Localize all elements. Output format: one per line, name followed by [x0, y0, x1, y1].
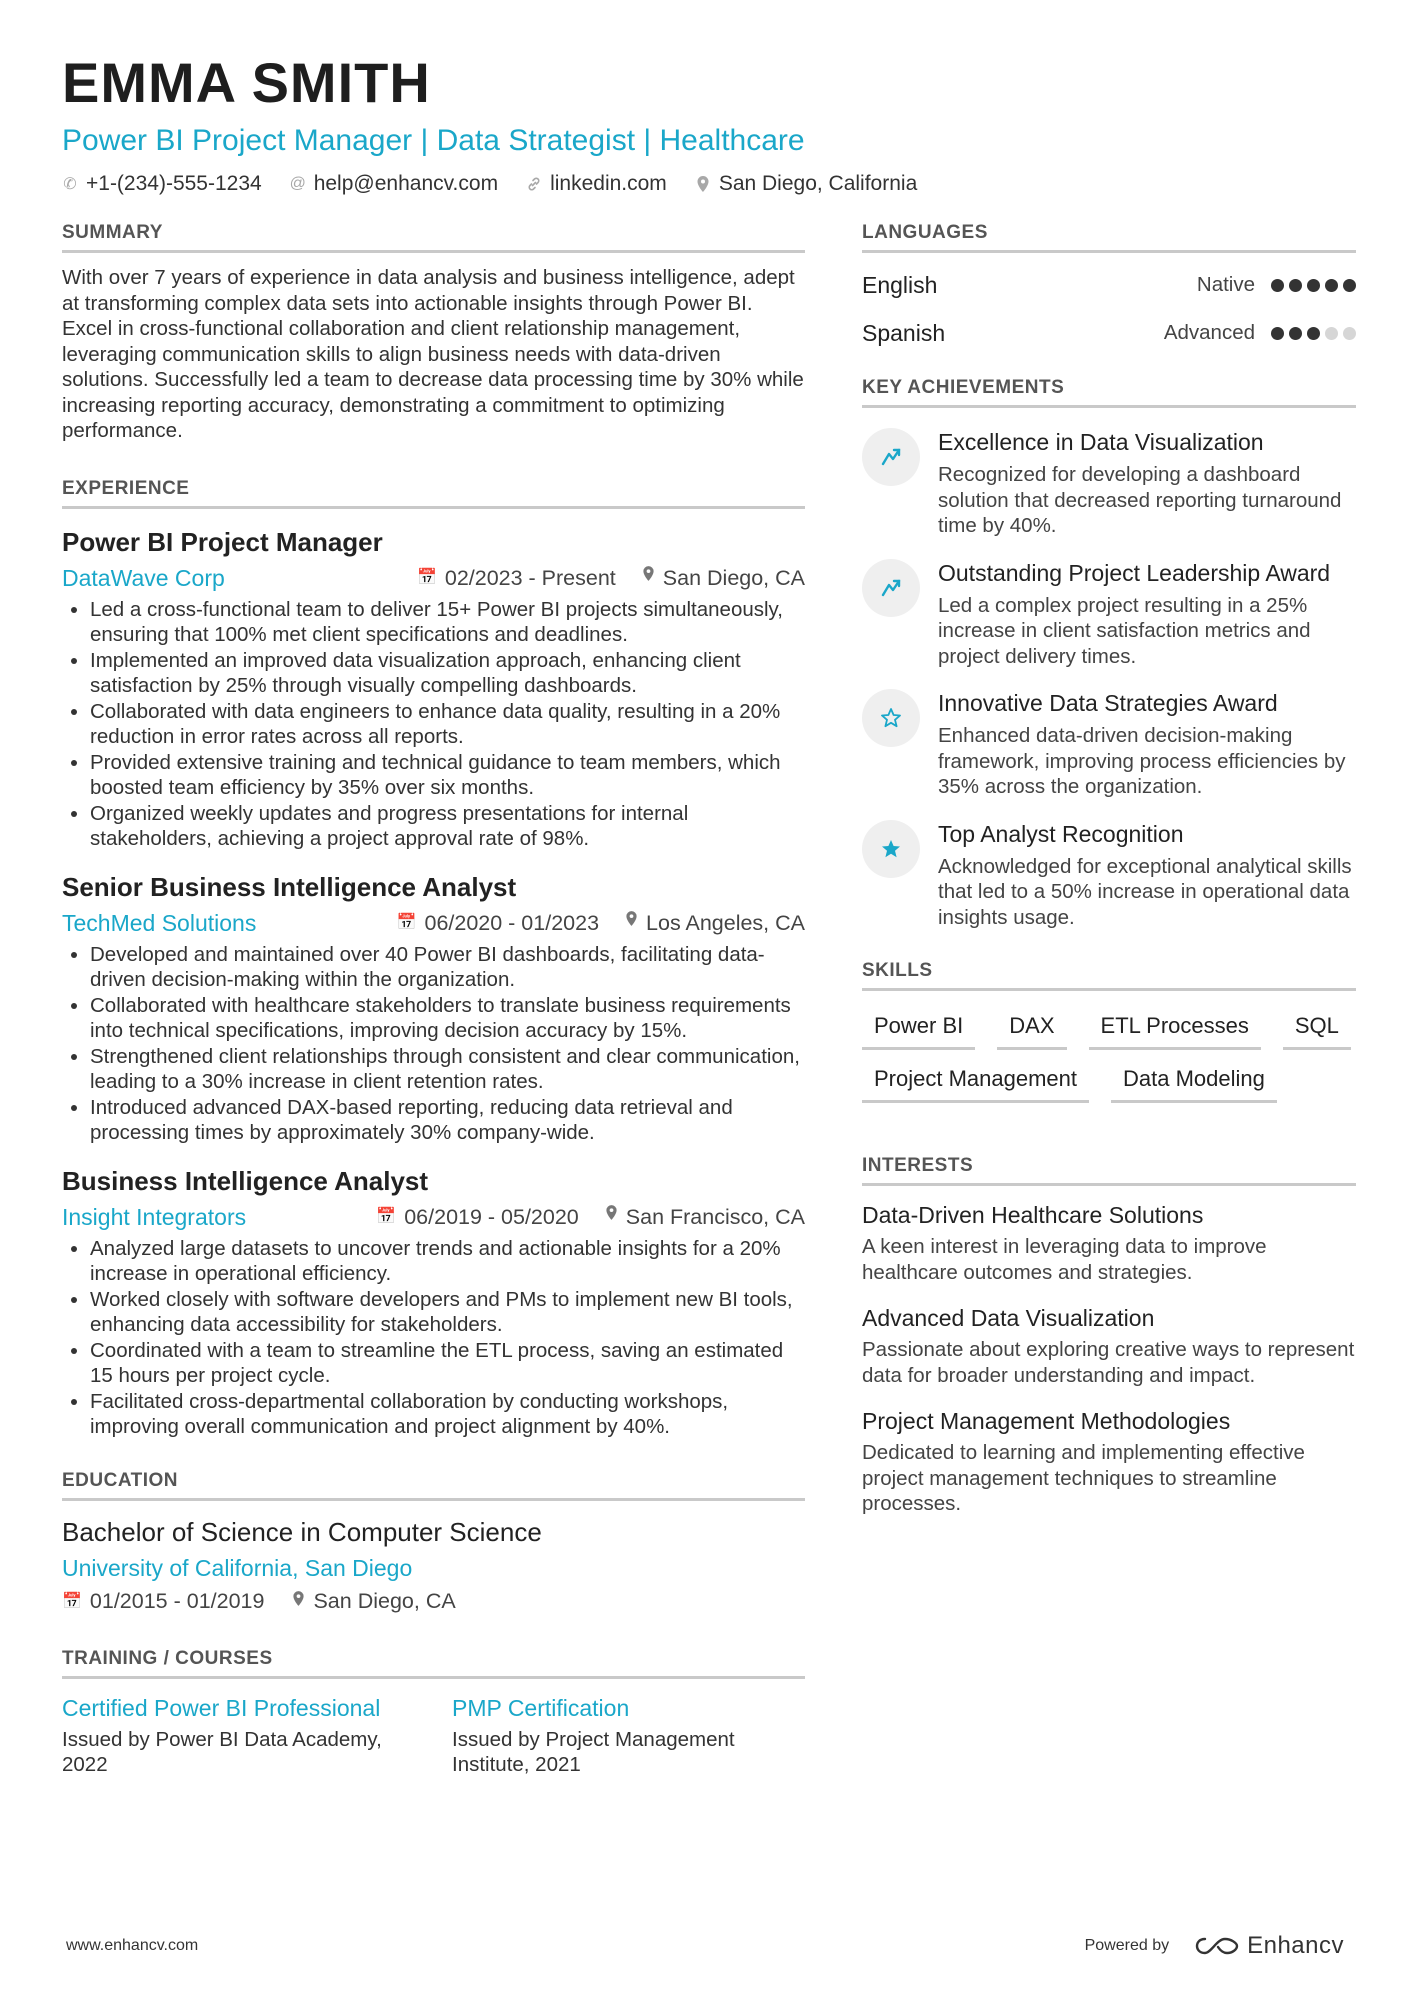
education-degree: Bachelor of Science in Computer Science: [62, 1516, 542, 1547]
job-bullet: • Worked closely with software developers and PMs to implement new BI tools, enhancing data accessibility for stakeholders.: [90, 1287, 805, 1338]
job-bullet: • Developed and maintained over 40 Power BI dashboards, facilitating data-driven decision-making within the organization.: [90, 942, 805, 993]
enhancv-logo[interactable]: [1195, 1932, 1344, 1960]
job-bullet: • Provided extensive training and technical guidance to team members, which boosted team efficiency by 35% over six months.: [90, 750, 805, 801]
languages-section: [862, 222, 1356, 351]
course-name: PMP Certification: [452, 1694, 630, 1721]
interest-desc: Passionate about exploring creative ways to represent data for broader understanding and impact.: [862, 1338, 1355, 1387]
resume-header: [62, 48, 1362, 196]
achievements-section: [862, 377, 1356, 930]
job-bullet: • Led a cross-functional team to deliver 15+ Power BI projects simultaneously, ensuring that 100% met client specifications and deadlines.: [90, 597, 805, 648]
language-name: Spanish: [862, 319, 946, 346]
rating-dot-filled: [1271, 279, 1284, 292]
education-meta: [62, 1589, 805, 1614]
skill-tag: SQL: [1283, 1005, 1351, 1050]
job-bullet: • Introduced advanced DAX-based reporting, reducing data retrieval and processing times by approximately 30% company-wide.: [90, 1095, 805, 1146]
contact-phone[interactable]: [62, 172, 262, 196]
interests-heading: INTERESTS: [862, 1155, 1356, 1186]
trend-arrow-icon: [862, 559, 920, 617]
job-company: DataWave Corp: [62, 564, 225, 591]
job-bullet: • Collaborated with healthcare stakeholders to translate business requirements into technical specifications, improving decision accuracy by 15%.: [90, 993, 805, 1044]
star-outline-icon: [862, 689, 920, 747]
star-filled-icon: [862, 820, 920, 878]
achievement-title: Outstanding Project Leadership Award: [938, 559, 1331, 586]
job-bullet: • Organized weekly updates and progress presentations for internal stakeholders, achieving a project approval rate of 98%.: [90, 801, 805, 852]
rating-dot-empty: [1325, 327, 1338, 340]
achievement-desc: Enhanced data-driven decision-making framework, improving process efficiencies by 35% across the organization.: [938, 724, 1346, 798]
job-title: Power BI Project Manager: [62, 526, 383, 557]
footer-url[interactable]: www.enhancv.com: [66, 1937, 199, 1954]
rating-dot-empty: [1343, 327, 1356, 340]
achievement-title: Excellence in Data Visualization: [938, 429, 1264, 455]
course-list: [62, 1693, 805, 1778]
brand-name: Enhancv: [1247, 1932, 1344, 1959]
job-dates-text: 02/2023 - Present: [444, 565, 616, 590]
job-bullet: • Strengthened client relationships through consistent and clear communication, leading to a 30% increase in client retention rates.: [90, 1044, 805, 1095]
achievement-desc: Led a complex project resulting in a 25% increase in client satisfaction metrics and project delivery times.: [938, 593, 1311, 668]
achievement-title: Top Analyst Recognition: [938, 820, 1184, 847]
contact-location: [695, 172, 917, 196]
language-level: Native: [1196, 273, 1255, 296]
language-rating: [1271, 327, 1356, 340]
contact-phone-text: +1-(234)-555-1234: [86, 172, 262, 195]
location-icon: [625, 908, 638, 938]
education-heading: EDUCATION: [62, 1470, 805, 1501]
training-section: [62, 1648, 805, 1778]
contact-bar: [62, 172, 1362, 196]
contact-email[interactable]: [290, 172, 498, 196]
language-level: Advanced: [1163, 321, 1255, 344]
course-name: Certified Power BI Professional: [62, 1694, 381, 1721]
location-icon: [605, 1202, 618, 1232]
skill-tag: Data Modeling: [1111, 1058, 1277, 1103]
language-name: English: [862, 271, 938, 298]
course-desc: Issued by Project Management Institute, 2021: [452, 1727, 735, 1776]
achievement-body: [938, 559, 1356, 670]
location-icon: [695, 175, 711, 193]
job-location: [625, 908, 805, 938]
interest-title: Advanced Data Visualization: [862, 1305, 1155, 1331]
trend-arrow-icon: [862, 428, 920, 486]
achievement-title: Innovative Data Strategies Award: [938, 690, 1278, 716]
link-icon: [526, 176, 542, 192]
job-title: Senior Business Intelligence Analyst: [62, 871, 517, 902]
job-dates-text: 06/2020 - 01/2023: [424, 910, 600, 935]
skills-section: [862, 960, 1356, 1103]
calendar-icon: 📅: [62, 1593, 82, 1610]
skill-list: [862, 1005, 1356, 1103]
contact-linkedin-text: linkedin.com: [550, 172, 667, 195]
course-item: [62, 1693, 412, 1778]
achievement-item: [862, 428, 1356, 539]
contact-email-text: help@enhancv.com: [313, 172, 499, 195]
job-dates: [376, 1202, 578, 1232]
job-location-text: San Francisco, CA: [625, 1204, 805, 1229]
education-section: [62, 1470, 805, 1614]
achievement-item: [862, 820, 1356, 931]
rating-dot-filled: [1307, 279, 1320, 292]
job-meta: [62, 563, 805, 593]
achievement-body: [938, 428, 1356, 539]
candidate-title: Power BI Project Manager | Data Strategist | Healthcare: [62, 124, 805, 157]
achievements-heading: KEY ACHIEVEMENTS: [862, 377, 1356, 408]
job-dates: [397, 908, 599, 938]
job-bullets: [62, 597, 805, 852]
calendar-icon: 📅: [376, 1207, 397, 1225]
job-bullet: • Coordinated with a team to streamline the ETL process, saving an estimated 15 hours per project cycle.: [90, 1338, 805, 1389]
job-title: Business Intelligence Analyst: [62, 1165, 429, 1196]
contact-linkedin[interactable]: [526, 172, 667, 196]
achievement-desc: Acknowledged for exceptional analytical skills that led to a 50% increase in operational data insights usage.: [938, 854, 1352, 929]
rating-dot-filled: [1289, 279, 1302, 292]
page-footer: [66, 1932, 1344, 1960]
right-column: [862, 222, 1356, 1551]
calendar-icon: 📅: [416, 568, 437, 586]
summary-text: With over 7 years of experience in data analysis and business intelligence, adept at transforming complex data sets into actionable insights through Power BI. Excel in cross-functional collaboration and client relationship management, leveraging communication skills to align business needs with data-driven solutions. Successfully led a team to decrease data processing time by 30% while increasing reporting accuracy, demonstrating a commitment to optimizing performance.: [62, 266, 804, 442]
job-bullet: • Facilitated cross-departmental collaboration by conducting workshops, improving overall communication and project alignment by 40%.: [90, 1389, 805, 1440]
job-location-text: Los Angeles, CA: [646, 910, 805, 935]
job-meta: [62, 908, 805, 938]
education-location: [292, 1589, 455, 1614]
achievement-body: [938, 689, 1356, 800]
job-entry: [62, 1164, 805, 1440]
job-entry: [62, 525, 805, 852]
job-meta: [62, 1202, 805, 1232]
achievement-desc: Recognized for developing a dashboard solution that decreased reporting turnaround time by 40%.: [938, 463, 1342, 537]
interest-item: [862, 1406, 1356, 1517]
skill-tag: DAX: [997, 1005, 1066, 1050]
job-bullets: [62, 942, 805, 1146]
candidate-name: EMMA SMITH: [62, 51, 431, 114]
education-location-text: San Diego, CA: [313, 1588, 456, 1613]
job-location: [605, 1202, 805, 1232]
interest-item: [862, 1200, 1356, 1285]
summary-section: [62, 222, 805, 444]
achievement-item: [862, 559, 1356, 670]
course-desc: Issued by Power BI Data Academy, 2022: [62, 1727, 382, 1776]
rating-dot-filled: [1271, 327, 1284, 340]
summary-heading: SUMMARY: [62, 222, 805, 253]
education-dates: [62, 1589, 264, 1614]
job-location: [642, 563, 805, 593]
education-school: University of California, San Diego: [62, 1554, 413, 1581]
rating-dot-filled: [1325, 279, 1338, 292]
rating-dot-filled: [1343, 279, 1356, 292]
location-icon: [642, 563, 655, 593]
language-rating: [1271, 279, 1356, 292]
experience-heading: EXPERIENCE: [62, 478, 805, 509]
job-location-text: San Diego, CA: [662, 565, 805, 590]
powered-by-label: Powered by: [1084, 1937, 1170, 1954]
job-bullet: • Implemented an improved data visualization approach, enhancing client satisfaction by 25% through visually compelling dashboards.: [90, 648, 805, 699]
interest-desc: A keen interest in leveraging data to improve healthcare outcomes and strategies.: [862, 1235, 1267, 1284]
at-icon: @: [289, 175, 306, 192]
experience-section: [62, 478, 805, 1440]
job-dates-text: 06/2019 - 05/2020: [404, 1204, 579, 1229]
enhancv-logo-icon: [1195, 1935, 1239, 1957]
job-bullet: • Analyzed large datasets to uncover trends and actionable insights for a 20% increase in operational efficiency.: [90, 1236, 805, 1287]
job-bullet: • Collaborated with data engineers to enhance data quality, resulting in a 20% reduction in error rates across all reports.: [90, 699, 805, 750]
left-column: [62, 222, 805, 1812]
job-company: TechMed Solutions: [62, 909, 257, 936]
rating-dot-filled: [1289, 327, 1302, 340]
languages-heading: LANGUAGES: [862, 222, 1356, 253]
job-bullets: [62, 1236, 805, 1440]
training-heading: TRAINING / COURSES: [62, 1648, 805, 1679]
interests-section: [862, 1155, 1356, 1517]
language-row: [862, 267, 1356, 303]
education-dates-text: 01/2015 - 01/2019: [89, 1588, 265, 1613]
interest-desc: Dedicated to learning and implementing effective project management techniques to streamline processes.: [862, 1441, 1305, 1515]
rating-dot-filled: [1307, 327, 1320, 340]
skill-tag: Project Management: [862, 1058, 1089, 1103]
achievement-item: [862, 689, 1356, 800]
interest-title: Data-Driven Healthcare Solutions: [862, 1202, 1204, 1228]
skill-tag: Power BI: [862, 1005, 975, 1050]
course-item: [452, 1693, 802, 1778]
footer-brand: [1085, 1932, 1344, 1960]
location-icon: [292, 1590, 305, 1612]
skills-heading: SKILLS: [862, 960, 1356, 991]
interest-item: [862, 1303, 1356, 1388]
phone-icon: ✆: [63, 176, 77, 193]
skill-tag: ETL Processes: [1089, 1005, 1261, 1050]
interest-title: Project Management Methodologies: [862, 1408, 1231, 1434]
calendar-icon: 📅: [396, 913, 417, 931]
job-entry: [62, 870, 805, 1146]
contact-location-text: San Diego, California: [718, 172, 918, 195]
job-company: Insight Integrators: [62, 1203, 247, 1230]
achievement-body: [938, 820, 1356, 931]
job-dates: [417, 563, 616, 593]
language-row: [862, 315, 1356, 351]
